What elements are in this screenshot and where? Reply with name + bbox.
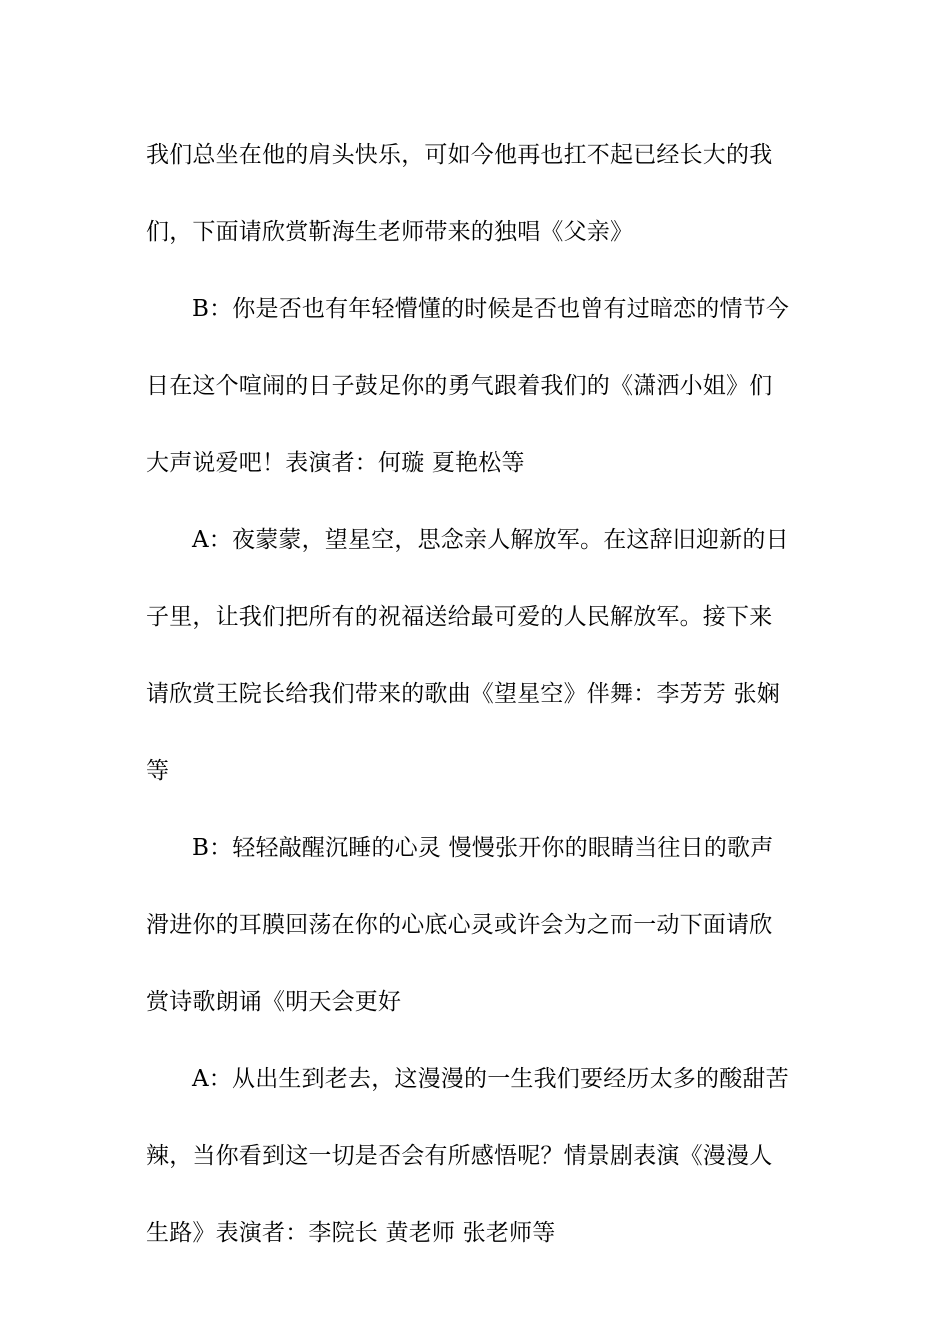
text-line: 们，下面请欣赏靳海生老师带来的独唱《父亲》 <box>146 219 634 245</box>
text-line: 日在这个喧闹的日子鼓足你的勇气跟着我们的《潇洒小姐》们 <box>146 373 773 399</box>
text-line: 赏诗歌朗诵《明天会更好 <box>146 989 402 1015</box>
text-line: 子里，让我们把所有的祝福送给最可爱的人民解放军。接下来 <box>146 604 773 630</box>
document-body <box>146 135 811 1290</box>
text-line: B：你是否也有年轻懵懂的时候是否也曾有过暗恋的情节今 <box>192 296 790 322</box>
text-line: B：轻轻敲醒沉睡的心灵 慢慢张开你的眼睛当往日的歌声 <box>192 835 774 861</box>
text-line: A：从出生到老去，这漫漫的一生我们要经历太多的酸甜苦 <box>192 1066 789 1092</box>
text-line: 辣，当你看到这一切是否会有所感悟呢？情景剧表演《漫漫人 <box>146 1143 773 1169</box>
text-line: 等 <box>146 758 170 784</box>
text-line: 请欣赏王院长给我们带来的歌曲《望星空》伴舞：李芳芳 张娴 <box>146 681 780 707</box>
text-line: 大声说爱吧！表演者：何璇 夏艳松等 <box>146 450 525 476</box>
text-line: 滑进你的耳膜回荡在你的心底心灵或许会为之而一动下面请欣 <box>146 912 773 938</box>
text-line: 生路》表演者：李院长 黄老师 张老师等 <box>146 1220 556 1246</box>
text-line: A：夜蒙蒙，望星空，思念亲人解放军。在这辞旧迎新的日 <box>192 527 789 553</box>
text-line: 我们总坐在他的肩头快乐，可如今他再也扛不起已经长大的我 <box>146 142 773 168</box>
